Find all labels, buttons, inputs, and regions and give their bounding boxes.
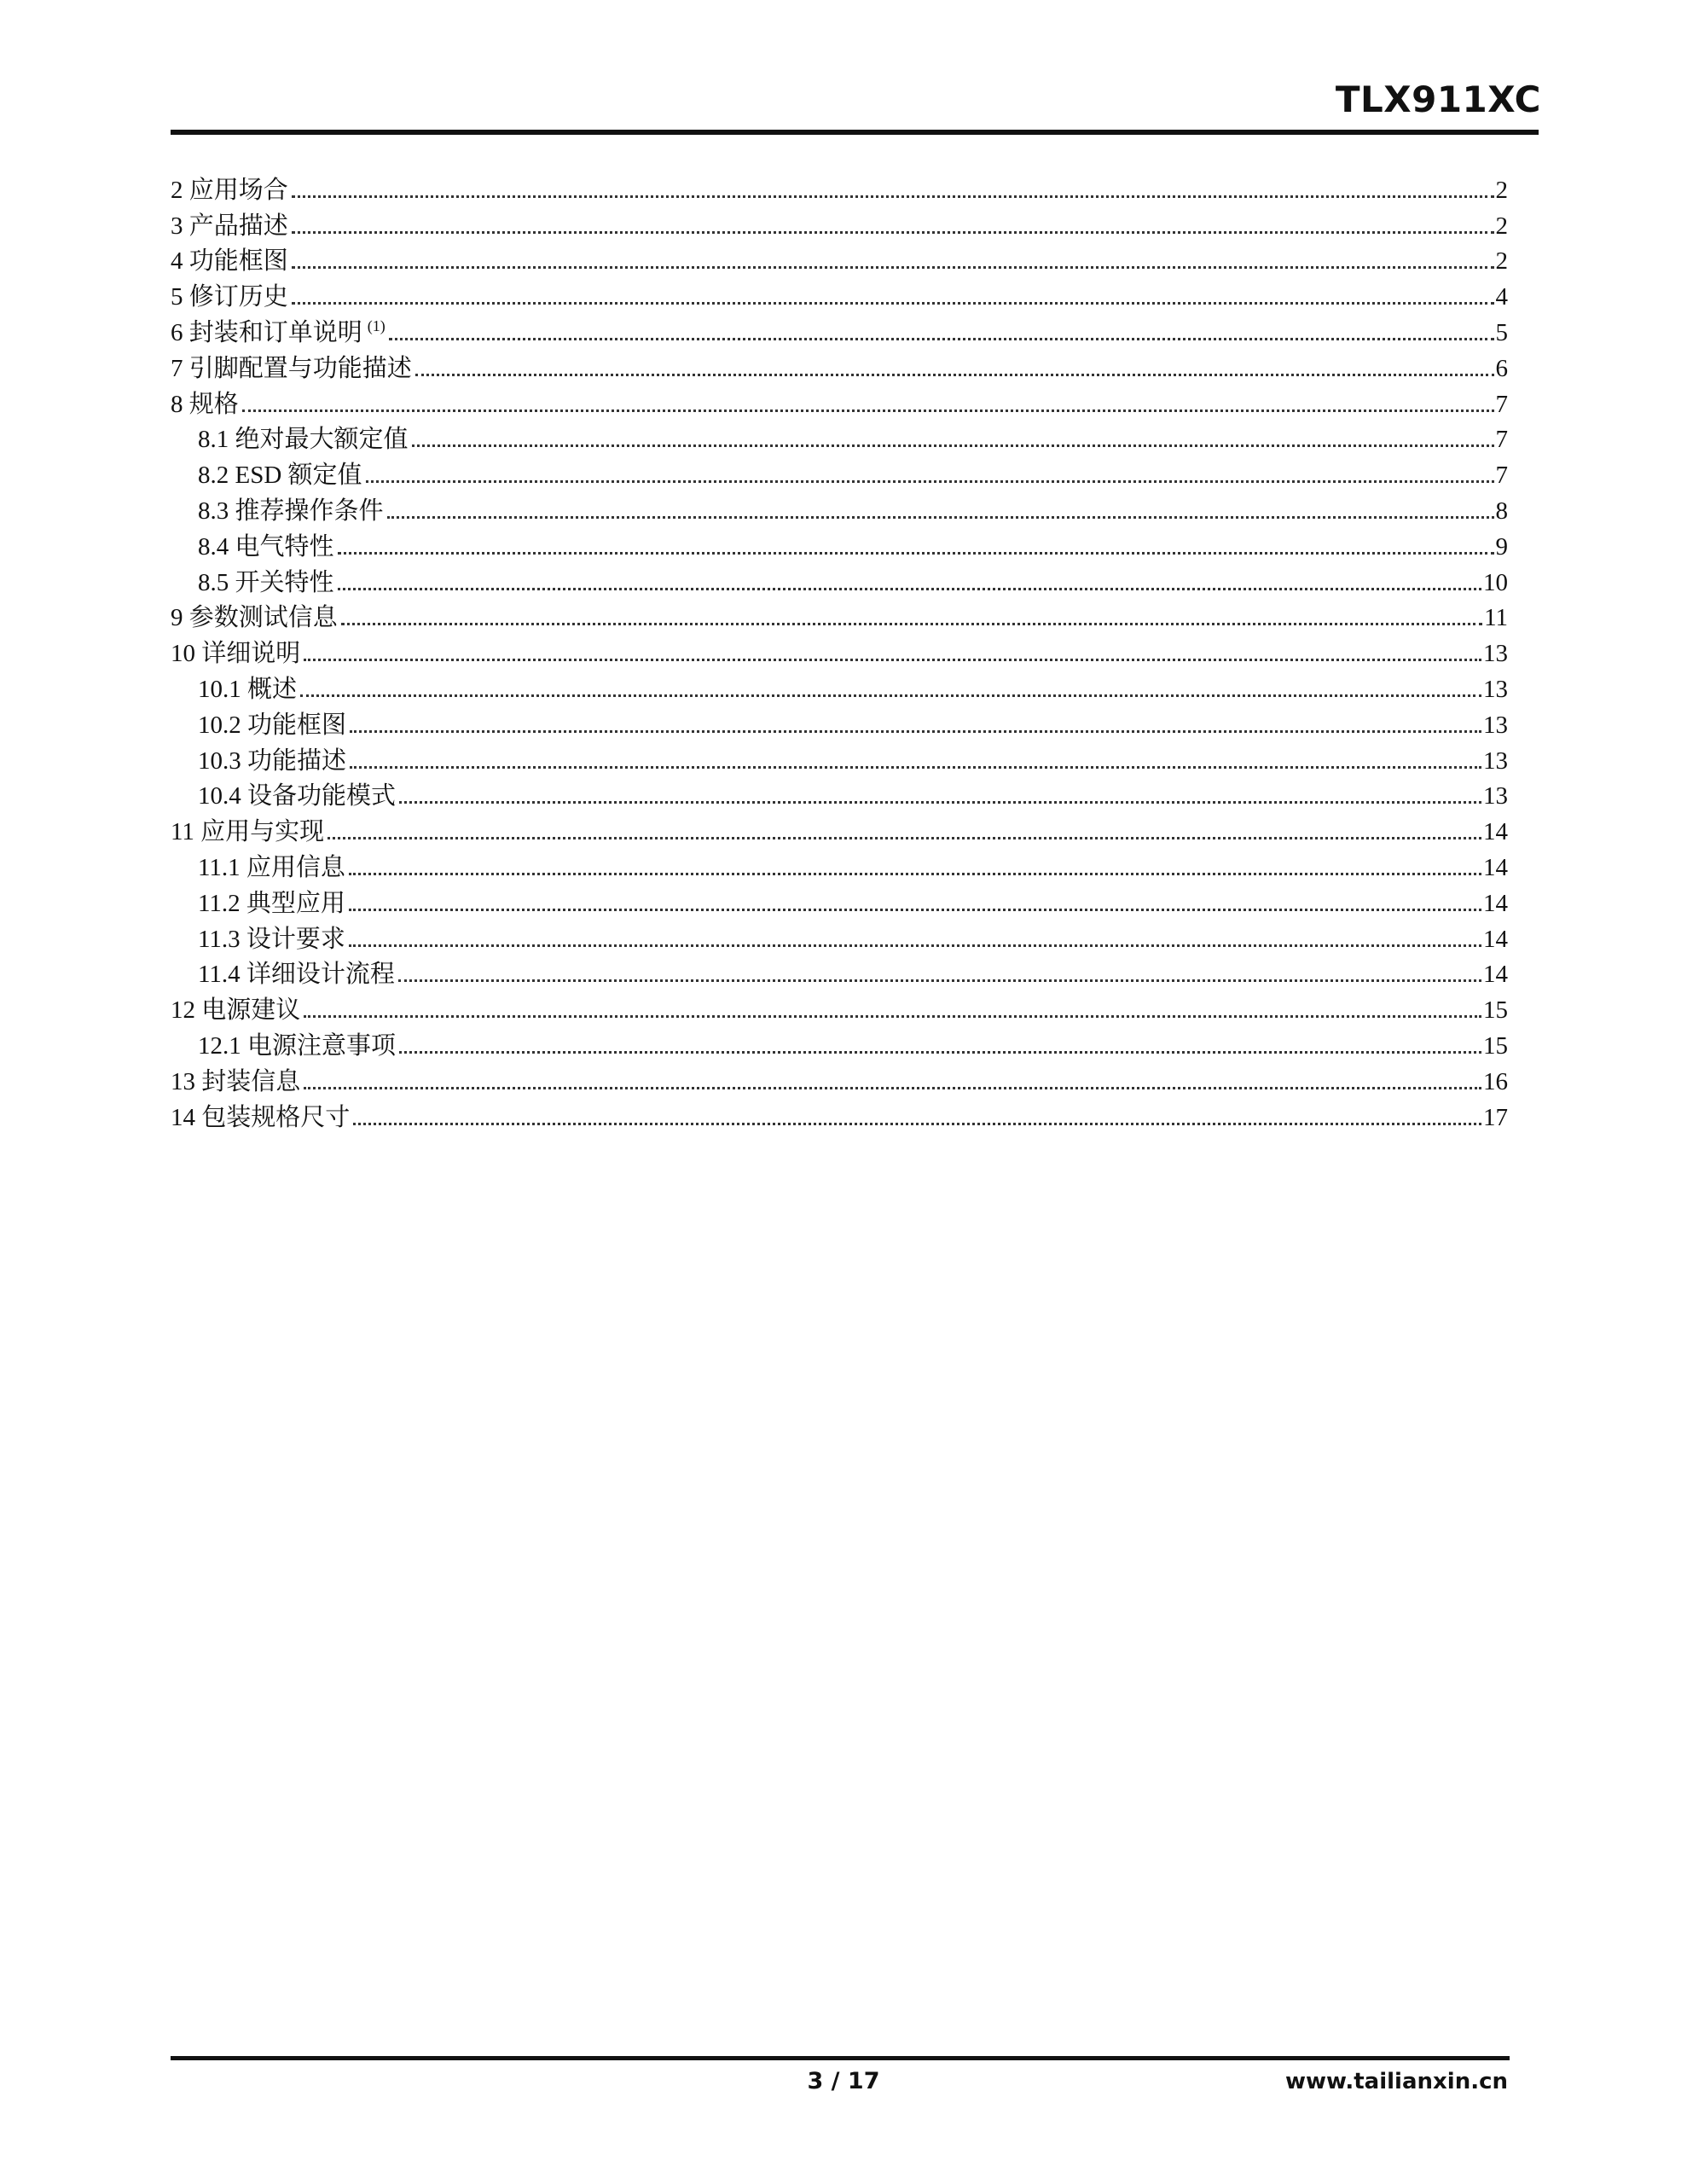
toc-entry-page: 13 — [1483, 640, 1508, 668]
toc-entry[interactable] — [171, 167, 1508, 203]
toc-entry[interactable] — [171, 666, 1508, 702]
toc-dot-leader — [341, 623, 1482, 625]
toc-entry-page: 15 — [1483, 996, 1508, 1025]
toc-entry-title — [171, 998, 300, 1023]
toc-entry-page: 9 — [1495, 532, 1508, 561]
toc-entry-page: 7 — [1495, 426, 1508, 454]
toc-entry-title-text: 10.4 设备功能模式 — [198, 782, 397, 810]
toc-entry[interactable] — [171, 381, 1508, 417]
toc-entry-page: 13 — [1483, 782, 1508, 810]
toc-dot-leader — [304, 1087, 1481, 1089]
toc-entry-page: 6 — [1495, 354, 1508, 382]
document-title: TLX911XC — [1335, 78, 1541, 120]
toc-dot-leader — [366, 480, 1494, 483]
toc-entry-page: 14 — [1483, 818, 1508, 846]
toc-entry[interactable] — [171, 952, 1508, 988]
toc-entry-title — [171, 1067, 301, 1095]
toc-entry-title — [198, 784, 396, 809]
toc-entry-title-text: 6 封装和订单说明 — [171, 318, 362, 346]
toc-entry[interactable] — [171, 417, 1508, 453]
toc-entry-title-text: 12 电源建议 — [171, 996, 301, 1025]
toc-entry[interactable] — [171, 880, 1508, 916]
toc-entry[interactable] — [171, 310, 1508, 346]
toc-entry[interactable] — [171, 916, 1508, 952]
toc-dot-leader — [399, 801, 1481, 804]
toc-entry-page: 16 — [1483, 1067, 1508, 1095]
toc-entry-title-text: 7 引脚配置与功能描述 — [171, 354, 412, 382]
toc-dot-leader — [300, 694, 1481, 697]
toc-entry-title-text: 11.4 详细设计流程 — [198, 961, 395, 989]
toc-entry-title — [198, 677, 297, 702]
toc-entry[interactable] — [171, 203, 1508, 239]
toc-entry[interactable] — [171, 595, 1508, 631]
toc-entry-title-text: 8.4 电气特性 — [198, 532, 334, 561]
toc-entry-title-text: 10 详细说明 — [171, 640, 301, 668]
toc-entry-title — [171, 820, 324, 845]
toc-entry-page: 13 — [1483, 746, 1508, 775]
toc-entry-page: 13 — [1483, 711, 1508, 739]
toc-entry[interactable] — [171, 774, 1508, 810]
toc-dot-leader — [350, 730, 1481, 733]
toc-entry[interactable] — [171, 1059, 1508, 1095]
toc-entry-title — [171, 214, 288, 239]
toc-dot-leader — [349, 909, 1481, 911]
toc-entry-title — [198, 532, 334, 561]
toc-entry-title-text: 10.1 概述 — [198, 675, 298, 703]
toc-entry[interactable] — [171, 1023, 1508, 1059]
toc-entry-page: 4 — [1495, 283, 1508, 311]
toc-entry-page: 7 — [1495, 462, 1508, 490]
toc-dot-leader — [412, 444, 1494, 447]
toc-entry-title-text: 9 参数测试信息 — [171, 604, 338, 632]
toc-entry-title-text: 3 产品描述 — [171, 212, 288, 240]
toc-dot-leader — [415, 374, 1494, 376]
toc-entry-title-text: 5 修订历史 — [171, 283, 288, 311]
toc-entry-title-text: 8.5 开关特性 — [198, 568, 334, 596]
toc-entry-page: 8 — [1495, 497, 1508, 525]
toc-entry-page: 5 — [1495, 318, 1508, 346]
toc-entry[interactable] — [171, 560, 1508, 595]
toc-entry[interactable] — [171, 845, 1508, 880]
toc-entry-title — [171, 285, 288, 310]
toc-dot-leader — [353, 1123, 1481, 1125]
toc-entry-page: 2 — [1495, 212, 1508, 240]
toc-entry-page: 14 — [1483, 961, 1508, 989]
toc-entry-page: 14 — [1483, 889, 1508, 917]
toc-dot-leader — [304, 1015, 1481, 1018]
toc-entry-title — [171, 249, 288, 274]
toc-entry-title-text: 10.3 功能描述 — [198, 746, 347, 775]
toc-dot-leader — [292, 302, 1494, 305]
toc-entry-footnote-marker: (1) — [367, 317, 386, 334]
toc-entry-title — [198, 499, 384, 524]
toc-dot-leader — [328, 837, 1481, 839]
toc-entry-page: 14 — [1483, 853, 1508, 881]
toc-entry-title-text: 2 应用场合 — [171, 176, 288, 204]
toc-entry-title-text: 14 包装规格尺寸 — [171, 1103, 351, 1131]
toc-entry-page: 2 — [1495, 247, 1508, 276]
page-number: 3 / 17 — [807, 2068, 880, 2094]
toc-entry-title — [198, 853, 345, 881]
toc-dot-leader — [389, 338, 1494, 340]
toc-dot-leader — [242, 410, 1494, 412]
toc-entry-page: 11 — [1484, 604, 1508, 632]
toc-entry-page: 14 — [1483, 925, 1508, 953]
toc-entry-title — [171, 642, 300, 666]
toc-dot-leader — [292, 266, 1494, 269]
toc-entry-page: 7 — [1495, 390, 1508, 418]
toc-dot-leader — [292, 195, 1494, 198]
toc-entry-title-text: 13 封装信息 — [171, 1067, 301, 1095]
toc-dot-leader — [387, 516, 1494, 519]
toc-entry[interactable] — [171, 702, 1508, 738]
toc-entry-title — [198, 568, 334, 596]
toc-entry-title-text: 8.1 绝对最大额定值 — [198, 426, 409, 454]
toc-entry-title-text: 11.2 典型应用 — [198, 889, 345, 917]
toc-entry-title — [198, 962, 395, 987]
toc-entry[interactable] — [171, 630, 1508, 666]
website-link[interactable]: www.tailianxin.cn — [1284, 2069, 1508, 2094]
table-of-contents — [171, 167, 1508, 1130]
toc-entry[interactable] — [171, 239, 1508, 275]
toc-entry-title-text: 4 功能框图 — [171, 247, 288, 276]
toc-entry-title-text: 11.1 应用信息 — [198, 853, 345, 881]
toc-entry-title — [171, 178, 288, 203]
toc-entry-page: 13 — [1483, 675, 1508, 703]
toc-entry-title — [171, 354, 412, 382]
toc-entry[interactable] — [171, 809, 1508, 845]
footer-divider — [171, 2056, 1510, 2060]
toc-entry-title — [198, 746, 347, 775]
toc-entry-title-text: 8.2 ESD 额定值 — [198, 462, 362, 490]
toc-entry-title — [171, 1103, 351, 1131]
toc-entry[interactable] — [171, 274, 1508, 310]
toc-entry-page: 2 — [1495, 176, 1508, 204]
toc-entry-title-text: 8 规格 — [171, 390, 239, 418]
toc-entry-title — [171, 606, 338, 630]
toc-entry-title — [171, 392, 239, 417]
toc-entry-title — [198, 889, 345, 917]
toc-entry-page: 10 — [1483, 568, 1508, 596]
toc-dot-leader — [399, 1051, 1481, 1054]
toc-entry-title-text: 12.1 电源注意事项 — [198, 1031, 397, 1060]
toc-entry-title — [198, 427, 409, 452]
toc-entry-title — [198, 463, 362, 488]
toc-dot-leader — [349, 944, 1481, 947]
toc-entry-title-text: 11.3 设计要求 — [198, 925, 345, 953]
toc-dot-leader — [292, 231, 1494, 234]
toc-entry[interactable] — [171, 488, 1508, 524]
toc-entry-title-text: 11 应用与实现 — [171, 818, 325, 846]
toc-entry-title — [198, 927, 345, 952]
toc-dot-leader — [349, 873, 1481, 875]
toc-entry-title — [198, 1031, 397, 1060]
toc-entry[interactable] — [171, 524, 1508, 560]
toc-dot-leader — [398, 979, 1481, 982]
toc-entry[interactable] — [171, 1095, 1508, 1130]
toc-entry[interactable] — [171, 987, 1508, 1023]
toc-entry[interactable] — [171, 346, 1508, 381]
toc-entry-page: 15 — [1483, 1031, 1508, 1060]
toc-entry-title — [171, 318, 386, 346]
toc-entry-title — [198, 713, 346, 738]
toc-dot-leader — [304, 659, 1481, 661]
toc-entry-page: 17 — [1483, 1103, 1508, 1131]
toc-entry[interactable] — [171, 452, 1508, 488]
header-divider — [171, 130, 1539, 135]
toc-dot-leader — [350, 766, 1481, 769]
toc-dot-leader — [338, 588, 1481, 590]
toc-entry-title-text: 8.3 推荐操作条件 — [198, 497, 384, 525]
toc-dot-leader — [338, 552, 1494, 555]
toc-entry-title-text: 10.2 功能框图 — [198, 711, 347, 739]
toc-entry[interactable] — [171, 738, 1508, 774]
